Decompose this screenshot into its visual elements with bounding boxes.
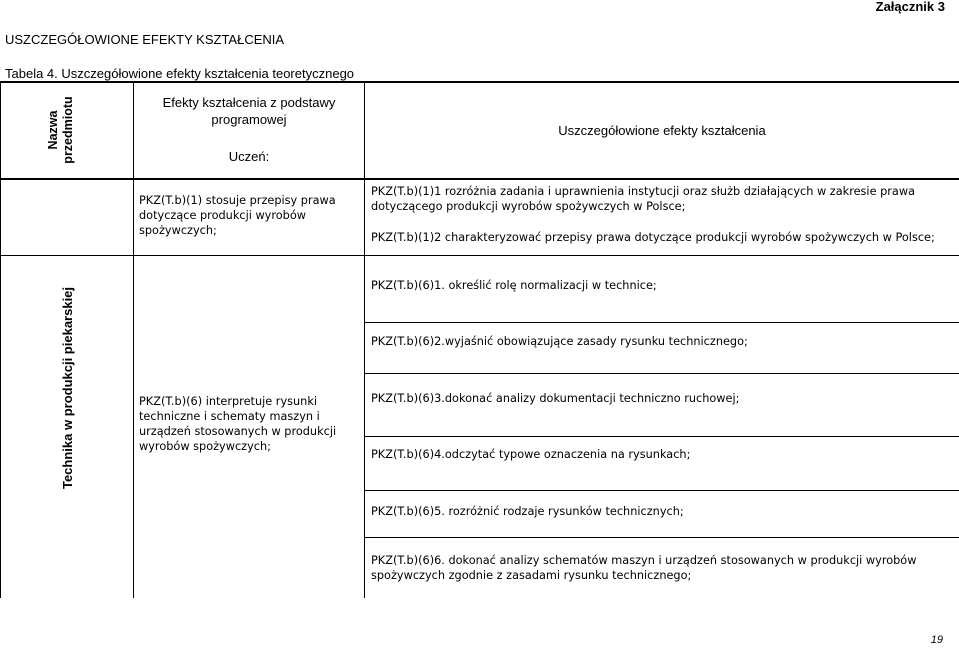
page-number: 19	[930, 634, 943, 646]
detailed-effect-2-2: PKZ(T.b)(6)2.wyjaśnić obowiązujące zasady rysunku technicznego;	[371, 335, 748, 348]
detailed-effect-1-1: PKZ(T.b)(1)1 rozróżnia zadania i uprawnienia instytucji oraz służb działających w zakresie prawa dotyczącego produkcji wyrobów spożywczych w Polsce;	[371, 185, 916, 213]
detailed-effect-1-2: PKZ(T.b)(1)2 charakteryzować przepisy prawa dotyczące produkcji wyrobów spożywczych w Polsce;	[371, 231, 935, 244]
detailed-effect-2-1: PKZ(T.b)(6)1. określić rolę normalizacji w technice;	[371, 279, 657, 292]
detailed-effect-2-3: PKZ(T.b)(6)3.dokonać analizy dokumentacji techniczno ruchowej;	[371, 392, 740, 405]
header-base-effects	[134, 94, 364, 165]
detailed-effect-2-6: PKZ(T.b)(6)6. dokonać analizy schematów maszyn i urządzeń stosowanych w produkcji wyrobów spożywczych zgodnie z zasadami rysunku technicznego;	[371, 554, 917, 582]
header-detailed-effects: Uszczegółowione efekty kształcenia	[558, 123, 766, 138]
header-student-label: Uczeń:	[228, 149, 270, 164]
annex-label: Załącznik 3	[875, 0, 945, 14]
document-title: USZCZEGÓŁOWIONE EFEKTY KSZTAŁCENIA	[5, 32, 285, 47]
base-effect-2: PKZ(T.b)(6) interpretuje rysunki techniczne i schematy maszyn i urządzeń stosowanych w produkcji wyrobów spożywczych;	[139, 395, 337, 453]
header-base-effects-line1: Efekty kształcenia z podstawy	[162, 95, 336, 110]
detailed-effect-2-5: PKZ(T.b)(6)5. rozróżnić rodzaje rysunków technicznych;	[371, 505, 684, 518]
detailed-effect-2-4: PKZ(T.b)(6)4.odczytać typowe oznaczenia na rysunkach;	[371, 448, 691, 461]
subject-name: Technika w produkcji piekarskiej	[60, 286, 75, 490]
base-effect-1: PKZ(T.b)(1) stosuje przepisy prawa dotyczące produkcji wyrobów spożywczych;	[139, 194, 336, 237]
table-caption: Tabela 4. Uszczegółowione efekty kształcenia teoretycznego	[5, 66, 355, 81]
header-subject-name: Nazwa przedmiotu	[46, 96, 75, 164]
header-base-effects-line2: programowej	[211, 112, 287, 127]
